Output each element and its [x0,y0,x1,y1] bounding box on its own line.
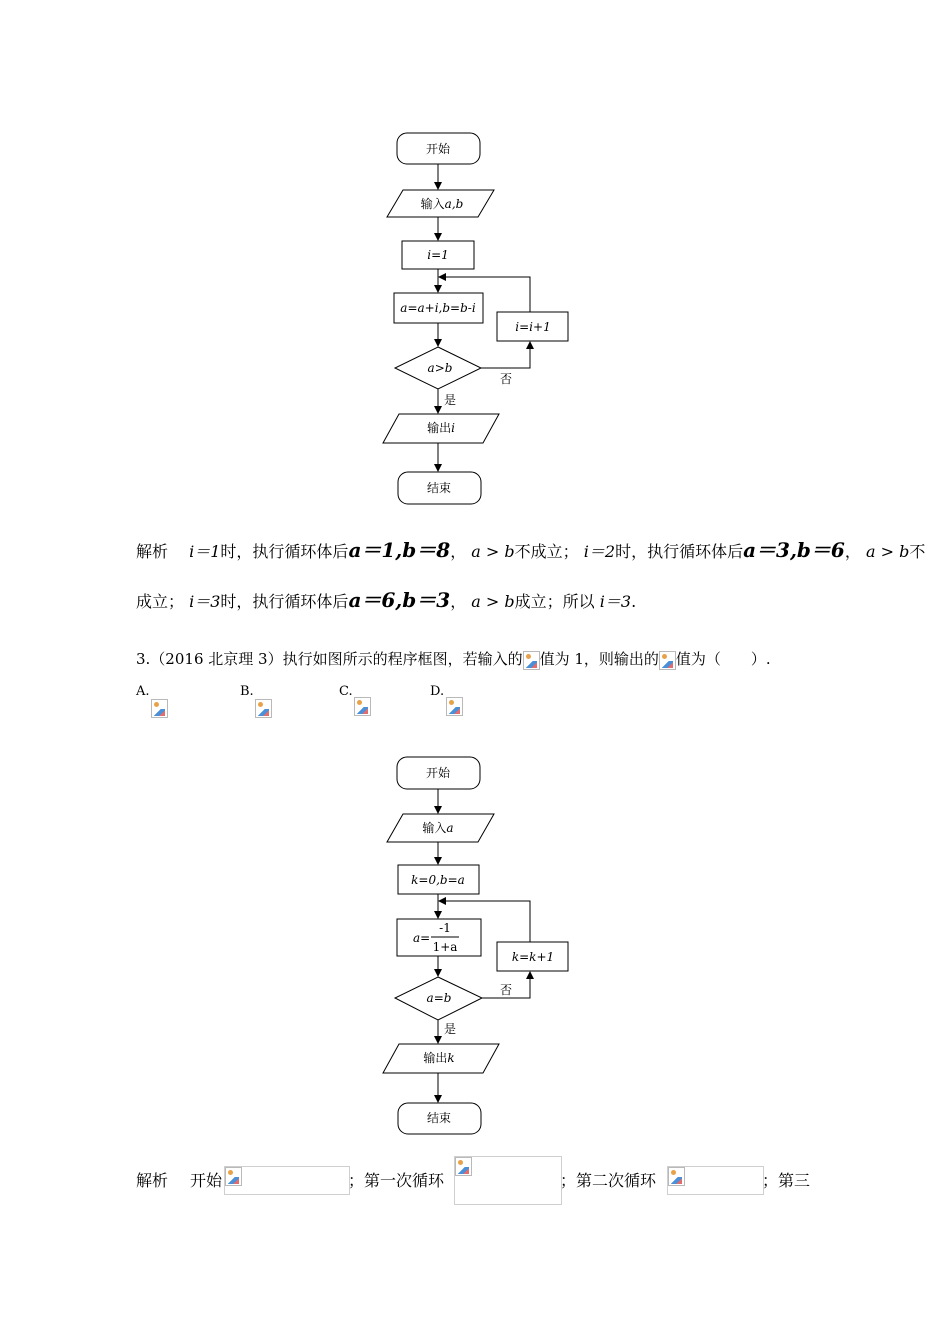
loop-back-line [439,901,530,942]
update-label: a=a+i,b=b-i [400,301,476,315]
yes-label: 是 [444,393,457,407]
formula-placeholder-3 [667,1166,764,1195]
condition-label: a>b [427,361,453,375]
init-label: k=0,b=a [411,873,465,887]
analysis-2-line [136,1168,168,1191]
broken-image-icon [225,1167,242,1186]
option-d: D. [430,684,445,699]
fraction-denominator: 1+a [432,940,458,954]
broken-image-icon [659,651,676,670]
no-branch-line [481,342,530,368]
option-a: A. [136,684,150,699]
broken-image-icon [668,1167,685,1186]
option-c: C. [339,684,353,699]
formula-placeholder-1 [224,1166,350,1195]
broken-image-icon [151,699,168,718]
broken-image-icon [354,697,371,716]
output-label: 输出k [423,1051,455,1065]
option-b: B. [240,684,254,699]
input-label: 输入a,b [420,197,464,211]
end-label: 结束 [426,1111,452,1125]
init-label: i=1 [427,248,449,262]
formula-placeholder-2 [454,1156,562,1205]
question-3: 3.（2016 北京理 3）执行如图所示的程序框图，若输入的 值为 1，则输出的 值为（ ）. [136,650,771,668]
input-label: 输入a [422,821,454,835]
broken-image-icon [255,699,272,718]
yes-label: 是 [444,1022,457,1036]
condition-label: a=b [426,991,452,1005]
analysis-1-line-2: 成立； i＝3时，执行循环体后a＝6,b＝3， a > b成立；所以 i＝3. [136,588,637,612]
broken-image-icon [523,651,540,670]
assign-lhs: a= [413,931,431,945]
fraction-numerator: -1 [439,921,451,935]
analysis-label: 解析 [136,1171,169,1190]
end-label: 结束 [426,481,452,495]
flowchart-1 [0,0,950,520]
flowchart-2 [0,740,950,1140]
no-label: 否 [500,983,513,997]
analysis-2-sep-3: ；第三 [762,1171,811,1190]
analysis-2-sep-2: ；第二次循环 [560,1171,657,1190]
analysis-label: 解析 [136,542,169,561]
output-label: 输出i [427,421,455,435]
broken-image-icon [455,1157,472,1176]
no-label: 否 [500,372,513,386]
increment-label: i=i+1 [515,320,551,334]
analysis-2-start-text: 开始 [190,1171,223,1190]
broken-image-icon [446,697,463,716]
start-label: 开始 [425,142,451,156]
increment-label: k=k+1 [511,950,555,964]
start-label: 开始 [425,766,451,780]
analysis-2-sep-1: ；第一次循环 [348,1171,445,1190]
analysis-1-line-1: 解析 i＝1时，执行循环体后a＝1,b＝8， a > b不成立； i＝2时，执行循环体后a＝3,b＝6， a > b不 [136,538,926,562]
